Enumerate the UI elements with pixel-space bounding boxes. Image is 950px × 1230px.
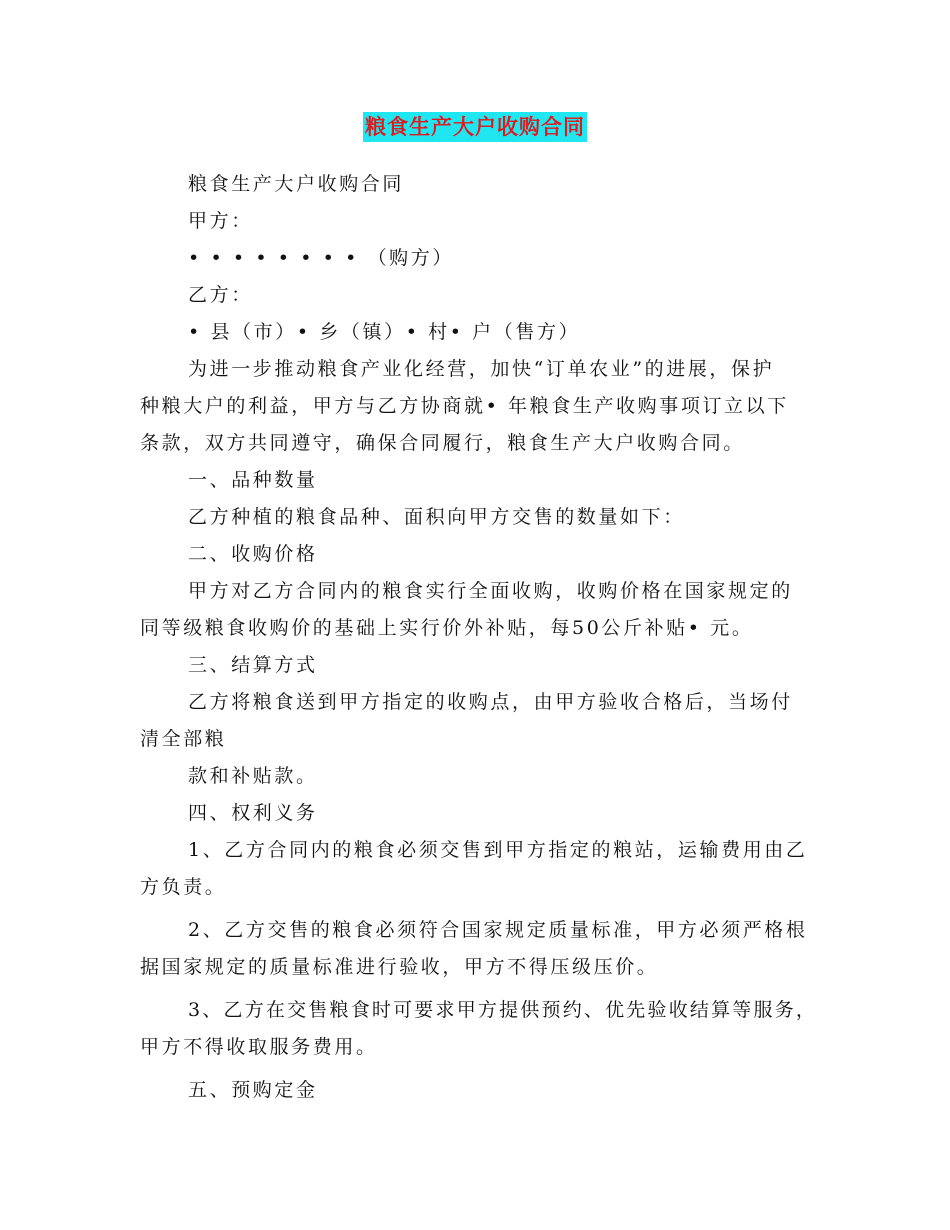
title-container (0, 112, 950, 142)
section-4-heading: 四、权利义务 (188, 802, 318, 824)
subtitle-line: 粮食生产大户收购合同 (188, 173, 405, 195)
document-title: 粮食生产大户收购合同 (363, 112, 587, 142)
section-3-text-3: 款和补贴款。 (188, 765, 318, 787)
section-2-text-1: 甲方对乙方合同内的粮食实行全面收购，收购价格在国家规定的 (188, 580, 793, 602)
party-a-label: 甲方： (188, 210, 253, 232)
party-a-blank: • • • • • • • • （购方） (188, 247, 454, 269)
document-body (140, 166, 818, 1109)
item-2-line-2: 据国家规定的质量标准进行验收，甲方不得压级压价。 (140, 956, 659, 978)
section-3-text-1: 乙方将粮食送到甲方指定的收购点，由甲方验收合格后，当场付 (188, 691, 793, 713)
item-2-line-1: 2、乙方交售的粮食必须符合国家规定质量标准，甲方必须严格根 (188, 919, 808, 941)
preamble-line-1: 为进一步推动粮食产业化经营，加快“订单农业”的进展，保护 (188, 358, 775, 380)
item-3-line-1: 3、乙方在交售粮食时可要求甲方提供预约、优先验收结算等服务， (188, 999, 818, 1021)
item-3-line-2: 甲方不得收取服务费用。 (140, 1036, 378, 1058)
section-3-text-2: 清全部粮 (140, 728, 227, 750)
preamble-line-3: 条款，双方共同遵守，确保合同履行，粮食生产大户收购合同。 (140, 432, 745, 454)
preamble-line-2: 种粮大户的利益，甲方与乙方协商就• 年粮食生产收购事项订立以下 (140, 395, 789, 417)
party-b-address: • 县（市）• 乡（镇）• 村• 户（售方） (188, 321, 581, 343)
section-2-text-2: 同等级粮食收购价的基础上实行价外补贴，每50公斤补贴• 元。 (140, 617, 754, 639)
item-1-line-2: 方负责。 (140, 876, 227, 898)
item-1-line-1: 1、乙方合同内的粮食必须交售到甲方指定的粮站，运输费用由乙 (188, 839, 808, 861)
section-2-heading: 二、收购价格 (188, 543, 318, 565)
section-1-heading: 一、品种数量 (188, 469, 318, 491)
section-1-text: 乙方种植的粮食品种、面积向甲方交售的数量如下： (188, 506, 685, 528)
section-3-heading: 三、结算方式 (188, 654, 318, 676)
party-b-label: 乙方： (188, 284, 253, 306)
section-5-heading: 五、预购定金 (188, 1079, 318, 1101)
